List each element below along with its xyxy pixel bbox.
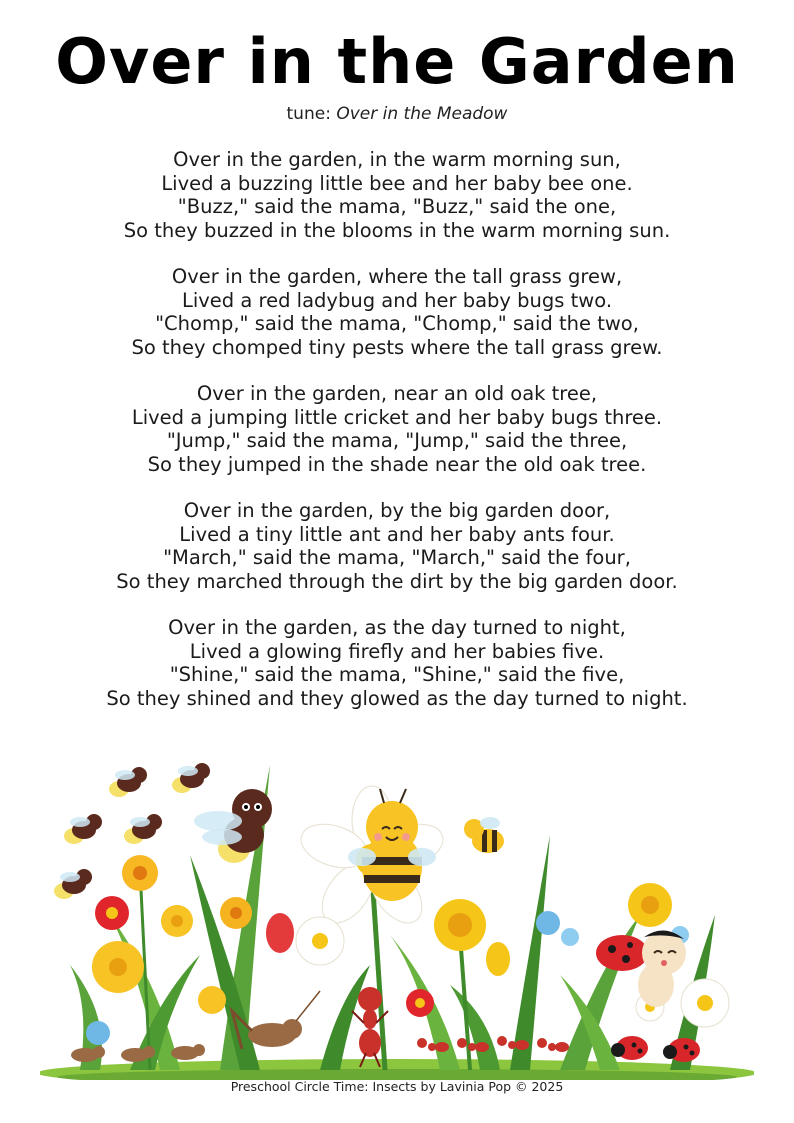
garden-illustration xyxy=(40,745,754,1080)
verse-4 xyxy=(0,499,794,593)
verse-line: So they buzzed in the blooms in the warm morning sun. xyxy=(123,218,671,242)
verse-line: "Buzz," said the mama, "Buzz," said the one, xyxy=(177,195,617,218)
verse-line: "Jump," said the mama, "Jump," said the three, xyxy=(166,429,628,452)
verse-3 xyxy=(0,382,794,476)
verse-line: Over in the garden, near an old oak tree, xyxy=(196,382,598,405)
verse-line: Over in the garden, by the big garden door, xyxy=(183,499,611,522)
verse-line: "Shine," said the mama, "Shine," said the five, xyxy=(169,663,625,686)
verse-line: Over in the garden, where the tall grass grew, xyxy=(171,265,623,288)
verse-line: Lived a glowing firefly and her babies five. xyxy=(189,639,605,663)
verse-line: So they jumped in the shade near the old oak tree. xyxy=(147,452,647,476)
verse-1 xyxy=(0,148,794,242)
firefly-icon xyxy=(54,763,272,899)
verse-line: "March," said the mama, "March," said the four, xyxy=(163,546,631,569)
verse-line: Over in the garden, as the day turned to night, xyxy=(168,616,626,639)
verse-line: Lived a red ladybug and her baby bugs two. xyxy=(181,288,613,312)
tune-name: Over in the Meadow xyxy=(336,104,508,124)
verse-line: Over in the garden, in the warm morning sun, xyxy=(173,148,621,171)
verse-5 xyxy=(0,616,794,710)
verse-line: So they chomped tiny pests where the tall grass grew. xyxy=(131,335,663,359)
footer-credit: Preschool Circle Time: Insects by Lavinia Pop © 2025 xyxy=(230,1079,564,1094)
verse-line: "Chomp," said the mama, "Chomp," said the two, xyxy=(155,312,639,335)
tune-prefix: tune: xyxy=(286,104,337,124)
cricket-icon xyxy=(71,991,320,1062)
verse-line: So they shined and they glowed as the day turned to night. xyxy=(106,686,688,710)
verse-line: So they marched through the dirt by the big garden door. xyxy=(116,569,678,593)
verse-line: Lived a buzzing little bee and her baby bee one. xyxy=(161,171,633,195)
verse-line: Lived a jumping little cricket and her baby bugs three. xyxy=(131,405,663,429)
tune-line xyxy=(0,104,794,124)
verse-2 xyxy=(0,265,794,359)
verses xyxy=(0,148,794,733)
verse-line: Lived a tiny little ant and her baby ants four. xyxy=(179,522,615,546)
page-title: Over in the Garden xyxy=(55,25,739,98)
